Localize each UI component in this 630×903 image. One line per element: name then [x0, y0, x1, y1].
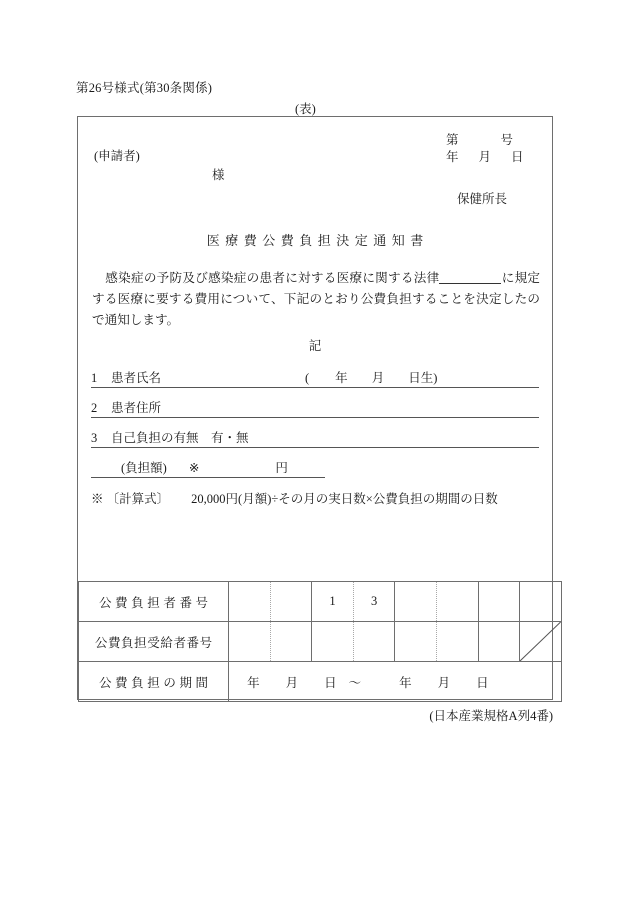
- birthdate-month-label: 月: [371, 371, 385, 385]
- birthdate-year-label: 年: [335, 371, 348, 385]
- payer-number-cell-3[interactable]: 1: [312, 582, 354, 622]
- burden-amount-row: [91, 458, 288, 476]
- form-code-label: 第26号様式(第30条関係): [76, 81, 213, 95]
- payer-number-cell-6[interactable]: [436, 582, 478, 622]
- paper-size-note: (日本産業規格A列4番): [429, 709, 553, 723]
- funding-period-value[interactable]: [229, 662, 562, 702]
- item-2-label: 患者住所: [111, 401, 162, 415]
- burden-amount-label: (負担額): [121, 461, 167, 475]
- calc-note-formula: 20,000円(月額)÷その月の実日数×公費負担の期間の日数: [191, 492, 498, 506]
- body-paragraph-part1: 感染症の予防及び感染症の患者に対する医療に関する法律: [105, 271, 440, 285]
- applicant-label: (申請者): [94, 149, 140, 163]
- table-row-payer-number: [79, 582, 562, 622]
- addressee-honorific: 様: [212, 168, 225, 182]
- recipient-number-cell-2[interactable]: [270, 622, 312, 662]
- form-main-box: [77, 116, 553, 700]
- patient-birthdate-field: [305, 368, 437, 386]
- document-title: 医療費公費負担決定通知書: [206, 233, 429, 248]
- birthdate-day-label: 日生): [408, 371, 438, 385]
- row-label-payer-number: 公費負担者番号: [79, 582, 229, 622]
- recipient-number-cell-5[interactable]: [395, 622, 437, 662]
- burden-amount-marker: ※: [188, 461, 200, 475]
- period-range-mark: 〜: [348, 675, 362, 690]
- recipient-number-cell-3[interactable]: [312, 622, 354, 662]
- item-patient-address: [91, 398, 161, 416]
- table-row-funding-period: [79, 662, 562, 702]
- payer-number-cell-4[interactable]: 3: [353, 582, 395, 622]
- payer-number-cell-1[interactable]: [229, 582, 271, 622]
- body-paragraph: [92, 268, 540, 331]
- item-2-underline: [91, 417, 539, 418]
- payer-number-cell-5[interactable]: [395, 582, 437, 622]
- item-1-label: 患者氏名: [111, 371, 162, 385]
- document-date-line: [446, 147, 524, 165]
- diagonal-strike-icon: [520, 622, 561, 661]
- recipient-number-cell-4[interactable]: [353, 622, 395, 662]
- recipient-number-cell-1[interactable]: [229, 622, 271, 662]
- recipient-number-cell-7[interactable]: [478, 622, 520, 662]
- date-year-label: 年: [446, 150, 459, 164]
- burden-amount-unit: 円: [275, 461, 288, 475]
- body-paragraph-part2: に規定する医療に要する費用について、下記のとおり公費負担することを決定したので通知します。: [92, 271, 541, 327]
- recipient-number-cell-6[interactable]: [436, 622, 478, 662]
- issuer-label: 保健所長: [457, 192, 508, 206]
- side-label: (表): [295, 102, 316, 116]
- calc-note-bracket-label: 〔計算式〕: [106, 492, 170, 506]
- item-self-payment: [91, 428, 249, 446]
- period-end-month: 月: [437, 675, 451, 690]
- ki-marker: 記: [308, 339, 322, 353]
- law-article-blank-field[interactable]: [439, 270, 501, 284]
- calculation-note: [91, 489, 498, 507]
- item-3-number: 3: [91, 431, 98, 445]
- date-day-label: 日: [511, 150, 524, 164]
- payer-number-cell-2[interactable]: [270, 582, 312, 622]
- item-1-underline: [91, 387, 539, 388]
- item-3-underline: [91, 447, 539, 448]
- birthdate-open-paren: (: [305, 371, 310, 385]
- document-number-prefix: 第: [446, 133, 459, 147]
- item-3-label: 自己負担の有無 有・無: [111, 431, 249, 445]
- period-start-month: 月: [285, 675, 299, 690]
- item-1-number: 1: [91, 371, 98, 385]
- table-row-recipient-number: [79, 622, 562, 662]
- payer-number-cell-8[interactable]: [520, 582, 562, 622]
- item-2-number: 2: [91, 401, 98, 415]
- period-start-day: 日: [324, 675, 337, 690]
- row-label-recipient-number: 公費負担受給者番号: [79, 622, 229, 662]
- period-end-day: 日: [476, 675, 489, 690]
- period-end-year: 年: [399, 675, 412, 690]
- burden-amount-underline: [91, 477, 325, 478]
- period-start-year: 年: [247, 675, 260, 690]
- calc-note-marker: ※: [91, 492, 104, 506]
- date-month-label: 月: [478, 150, 492, 164]
- public-funding-table: [78, 581, 562, 702]
- recipient-number-cell-8-struck: [520, 622, 562, 662]
- document-number-suffix: 号: [500, 133, 514, 147]
- payer-number-cell-7[interactable]: [478, 582, 520, 622]
- document-number-line: [446, 130, 513, 148]
- row-label-funding-period: 公費負担の期間: [79, 662, 229, 702]
- item-patient-name: [91, 368, 161, 386]
